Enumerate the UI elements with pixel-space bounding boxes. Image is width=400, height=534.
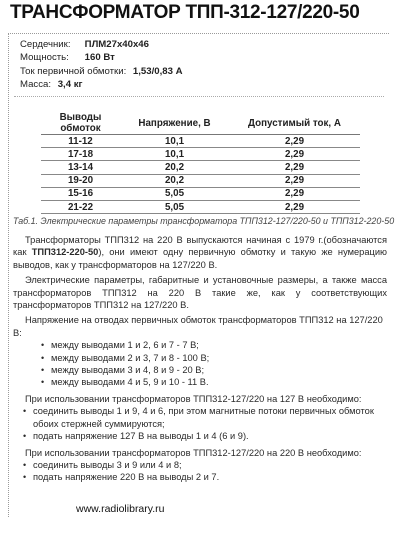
- list-item: • подать напряжение 220 В на выводы 2 и 7.: [33, 471, 387, 483]
- table-cell: 20,2: [120, 174, 229, 187]
- use-127-list: [13, 405, 387, 442]
- table-cell: 2,29: [229, 135, 360, 148]
- spec-label: Сердечник:: [20, 39, 71, 50]
- paragraph-text: ), они имеют одну первичную обмотку и такую же нумерацию выводов, как у трансформаторов на 127/220 В.: [13, 247, 388, 270]
- column-header: Допустимый ток, А: [229, 112, 360, 135]
- spec-value: 3,4 кг: [57, 78, 83, 90]
- list-item: • между выводами 4 и 5, 9 и 10 - 11 В.: [51, 376, 387, 388]
- column-header: Напряжение, В: [120, 112, 229, 135]
- spec-current: [20, 65, 183, 78]
- table-cell: 2,29: [229, 161, 360, 174]
- paragraph-parameters: Электрические параметры, габаритные и установочные размеры, а также масса трансформаторов ТПП312 на 220 В такие же, как у соответствующих трансформаторов ТПП312 на 127/220 В.: [13, 275, 387, 311]
- page-title: ТРАНСФОРМАТОР ТПП-312-127/220-50: [10, 2, 360, 23]
- paragraph-text: Трансформаторы ТПП312 на 220 В выпускаются начиная с 1979 г.(обозначаются как: [13, 235, 387, 258]
- table-cell: 19-20: [41, 174, 120, 187]
- table-row: [41, 187, 360, 200]
- spec-value: ПЛМ27х40х46: [84, 39, 149, 50]
- table-cell: 13-14: [41, 161, 120, 174]
- use-220-list: [13, 459, 387, 484]
- table-cell: 5,05: [120, 187, 229, 200]
- use-220-heading: При использовании трансформаторов ТПП312-127/220 на 220 В необходимо:: [25, 447, 362, 458]
- table-cell: 2,29: [229, 174, 360, 187]
- list-item: • соединить выводы 1 и 9, 4 и 6, при этом магнитные потоки первичных обмоток обоих стержней суммируются;: [33, 405, 387, 430]
- table-cell: 21-22: [41, 200, 120, 213]
- list-item: • между выводами 2 и 3, 7 и 8 - 100 В;: [51, 352, 387, 364]
- spec-label: Масса:: [20, 78, 52, 90]
- dotted-divider: [14, 96, 384, 97]
- list-item: • соединить выводы 3 и 9 или 4 и 8;: [33, 459, 387, 471]
- table-cell: 17-18: [41, 148, 120, 161]
- source-url: www.radiolibrary.ru: [76, 503, 165, 515]
- voltage-heading: Напряжение на отводах первичных обмоток трансформаторов ТПП312 на 127/220 В:: [13, 315, 383, 338]
- model-name: ТПП312-220-50: [31, 247, 99, 258]
- article-body: [13, 234, 387, 484]
- table-cell: 2,29: [229, 148, 360, 161]
- table-cell: 10,1: [120, 135, 229, 148]
- table-cell: 11-12: [41, 135, 120, 148]
- table-cell: 15-16: [41, 187, 120, 200]
- table-row: [41, 148, 360, 161]
- spec-block: [20, 38, 183, 91]
- table-caption: Таб.1. Электрические параметры трансформатора ТПП312-127/220-50 и ТПП312-220-50: [13, 216, 395, 226]
- table-cell: 20,2: [120, 161, 229, 174]
- use-127-heading: При использовании трансформаторов ТПП312-127/220 на 127 В необходимо:: [25, 393, 362, 404]
- list-item: • между выводами 1 и 2, 6 и 7 - 7 В;: [51, 339, 387, 351]
- parameters-table: [41, 112, 360, 214]
- spec-label: Ток первичной обмотки:: [20, 65, 127, 77]
- list-item: • подать напряжение 127 В на выводы 1 и 4 (6 и 9).: [33, 430, 387, 442]
- table-header-row: [41, 112, 360, 135]
- table-row: [41, 174, 360, 187]
- spec-value: 1,53/0,83 А: [132, 65, 183, 77]
- column-header: Выводы обмоток: [41, 112, 120, 135]
- spec-core: [20, 38, 183, 51]
- table-cell: 2,29: [229, 187, 360, 200]
- table-cell: 10,1: [120, 148, 229, 161]
- table-cell: 5,05: [120, 200, 229, 213]
- paragraph-220v: [13, 234, 387, 271]
- list-item: • между выводами 3 и 4, 8 и 9 - 20 В;: [51, 364, 387, 376]
- spec-value: 160 Вт: [84, 52, 115, 64]
- table-row: [41, 161, 360, 174]
- table-row: [41, 135, 360, 148]
- voltage-list: [13, 339, 387, 389]
- spec-power: [20, 51, 183, 64]
- table-cell: 2,29: [229, 200, 360, 213]
- spec-mass: [20, 78, 183, 91]
- spec-label: Мощность:: [20, 52, 69, 64]
- table-row: [41, 200, 360, 213]
